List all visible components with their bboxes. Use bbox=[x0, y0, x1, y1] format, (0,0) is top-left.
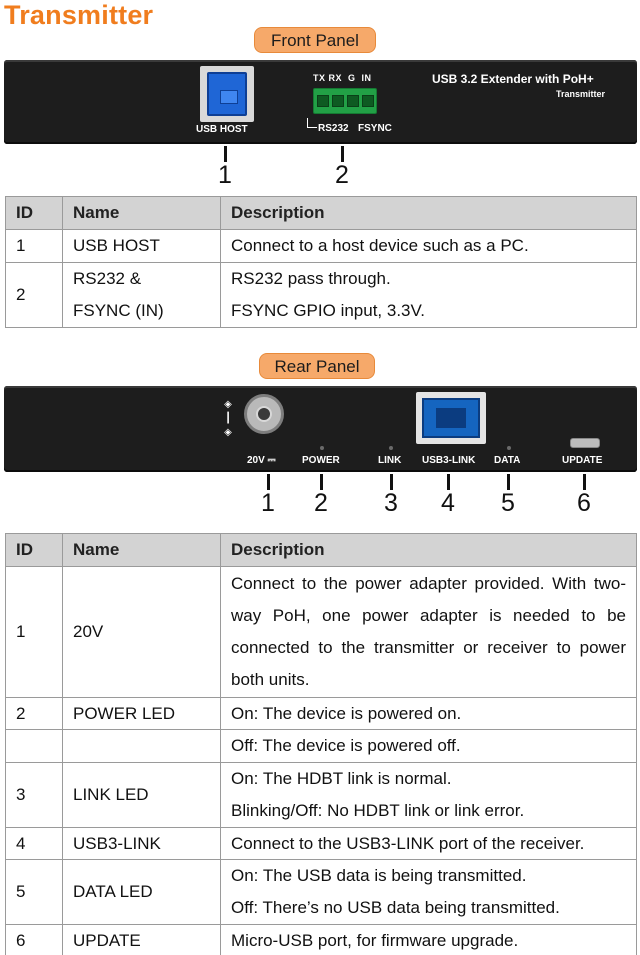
header-name: Name bbox=[63, 534, 221, 567]
cell-description: Connect to a host device such as a PC. bbox=[221, 230, 637, 263]
dc-power-jack-icon bbox=[244, 394, 284, 434]
device-subname: Transmitter bbox=[556, 89, 606, 99]
terminal-block-icon bbox=[313, 88, 377, 114]
header-description: Description bbox=[221, 534, 637, 567]
front-callout-1: 1 bbox=[210, 146, 240, 188]
cell-name bbox=[63, 730, 221, 763]
header-id: ID bbox=[6, 197, 63, 230]
cell-name: RS232 & FSYNC (IN) bbox=[63, 263, 221, 328]
cell-id: 1 bbox=[6, 230, 63, 263]
cell-id: 6 bbox=[6, 925, 63, 955]
cell-id: 3 bbox=[6, 763, 63, 828]
cell-id bbox=[6, 730, 63, 763]
cell-description: RS232 pass through. FSYNC GPIO input, 3.3V. bbox=[221, 263, 637, 328]
cell-name: USB HOST bbox=[63, 230, 221, 263]
label-data: DATA bbox=[494, 455, 521, 466]
data-led-icon bbox=[507, 446, 511, 450]
label-usb3-link: USB3-LINK bbox=[422, 455, 476, 466]
rs232-bracket bbox=[307, 118, 317, 128]
header-id: ID bbox=[6, 534, 63, 567]
cell-id: 4 bbox=[6, 828, 63, 860]
table-row bbox=[6, 263, 637, 328]
cell-description: Off: The device is powered off. bbox=[221, 730, 637, 763]
cell-name: POWER LED bbox=[63, 698, 221, 730]
cell-description: Connect to the power adapter provided. With two-way PoH, one power adapter is needed to be connected to the transmitter or receiver to power both units. bbox=[221, 567, 637, 698]
rear-callout-2: 2 bbox=[306, 474, 336, 516]
table-row bbox=[6, 828, 637, 860]
rear-callout-1: 1 bbox=[253, 474, 283, 516]
label-power: POWER bbox=[302, 455, 340, 466]
label-update: UPDATE bbox=[562, 455, 603, 466]
front-panel-illustration bbox=[4, 60, 637, 144]
cell-id: 2 bbox=[6, 698, 63, 730]
header-description: Description bbox=[221, 197, 637, 230]
header-name: Name bbox=[63, 197, 221, 230]
cell-id: 5 bbox=[6, 860, 63, 925]
cell-description: On: The HDBT link is normal. Blinking/Off: No HDBT link or link error. bbox=[221, 763, 637, 828]
cell-id: 1 bbox=[6, 567, 63, 698]
table-row bbox=[6, 230, 637, 263]
cell-name: 20V bbox=[63, 567, 221, 698]
cell-description: Connect to the USB3-LINK port of the receiver. bbox=[221, 828, 637, 860]
front-panel-table bbox=[5, 196, 637, 328]
front-panel-badge: Front Panel bbox=[254, 27, 376, 53]
rear-panel-table bbox=[5, 533, 637, 955]
label-link: LINK bbox=[378, 455, 402, 466]
cell-name: USB3-LINK bbox=[63, 828, 221, 860]
fsync-label: FSYNC bbox=[358, 123, 392, 134]
cell-id: 2 bbox=[6, 263, 63, 328]
rear-callout-3: 3 bbox=[376, 474, 406, 516]
power-led-icon bbox=[320, 446, 324, 450]
table-row bbox=[6, 730, 637, 763]
link-led-icon bbox=[389, 446, 393, 450]
pin-labels: TX RX G IN bbox=[313, 73, 372, 83]
table-row bbox=[6, 925, 637, 955]
cell-name: LINK LED bbox=[63, 763, 221, 828]
dc-polarity-icon: ◈ ┃ ◈ bbox=[224, 399, 232, 438]
table-row bbox=[6, 698, 637, 730]
micro-usb-port-icon bbox=[570, 438, 600, 448]
front-callout-2: 2 bbox=[327, 146, 357, 188]
device-name: USB 3.2 Extender with PoH+ bbox=[432, 72, 594, 86]
rear-panel-badge: Rear Panel bbox=[259, 353, 375, 379]
cell-description: Micro-USB port, for firmware upgrade. bbox=[221, 925, 637, 955]
table-row bbox=[6, 763, 637, 828]
table-header-row bbox=[6, 534, 637, 567]
rear-callout-6: 6 bbox=[569, 474, 599, 516]
rear-callout-5: 5 bbox=[493, 474, 523, 516]
rj45-port-icon bbox=[416, 392, 486, 444]
table-row bbox=[6, 567, 637, 698]
page-title: Transmitter bbox=[4, 0, 154, 30]
cell-name: UPDATE bbox=[63, 925, 221, 955]
rear-callout-4: 4 bbox=[433, 474, 463, 516]
usb-b-port-icon bbox=[200, 66, 254, 122]
usb-host-label: USB HOST bbox=[196, 124, 248, 135]
label-20v: 20V ⎓ bbox=[247, 455, 276, 466]
cell-name: DATA LED bbox=[63, 860, 221, 925]
rs232-label: RS232 bbox=[318, 123, 349, 134]
cell-description: On: The device is powered on. bbox=[221, 698, 637, 730]
rear-panel-illustration bbox=[4, 386, 637, 472]
table-row bbox=[6, 860, 637, 925]
table-header-row bbox=[6, 197, 637, 230]
cell-description: On: The USB data is being transmitted. Off: There’s no USB data being transmitted. bbox=[221, 860, 637, 925]
